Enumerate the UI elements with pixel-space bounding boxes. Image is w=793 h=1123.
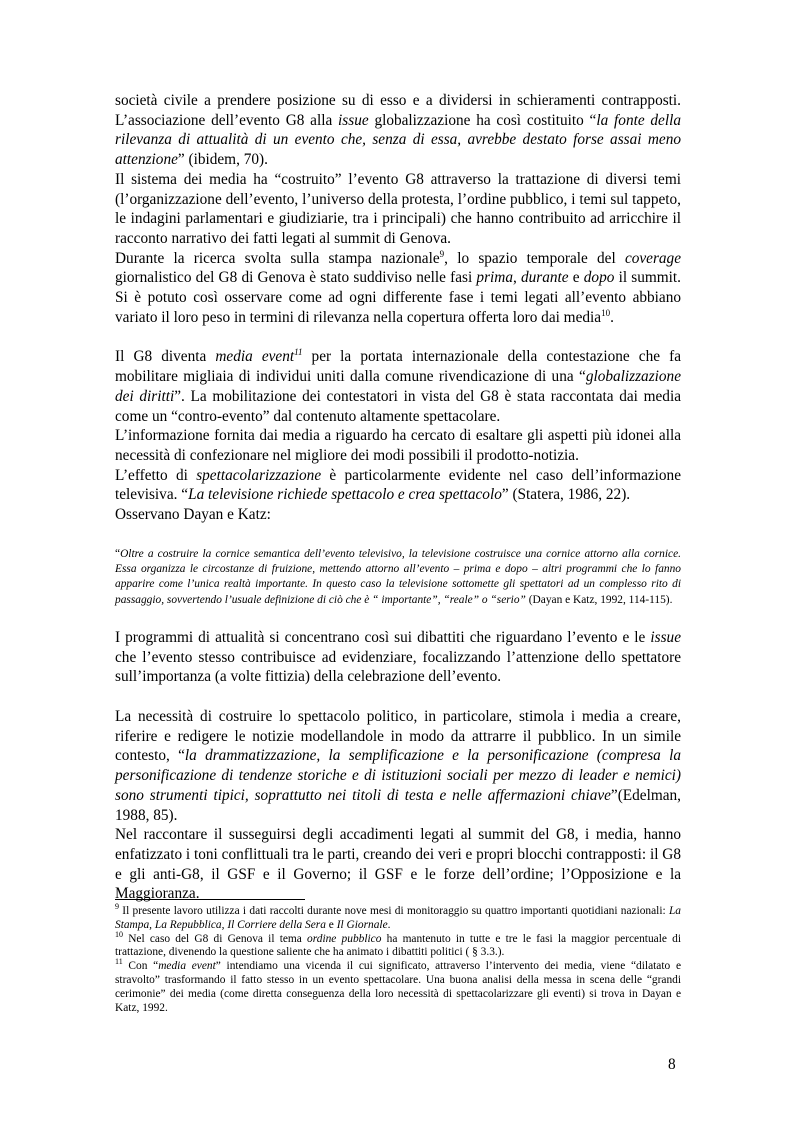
footnote-separator xyxy=(115,899,305,900)
italic-run: ordine pubblico xyxy=(307,932,382,945)
text-run: globalizzazione ha così costituito “ xyxy=(368,111,597,129)
paragraph: Osservano Dayan e Katz: xyxy=(115,506,271,524)
text-run: giornalistico del G8 di Genova è stato suddiviso nelle fasi xyxy=(115,269,477,287)
text-run: . xyxy=(610,308,614,326)
paragraph: Il sistema dei media ha “costruito” l’evento G8 attraverso la trattazione di diversi temi (l’organizzazione dell’evento, l’universo della protesta, l’ordine pubblico, i temi sul tappeto, le indagini parlamentari e giudiziarie, tra i principali) che hanno contribuito ad arricchire il racconto narrativo dei fatti legati al summit di Genova. xyxy=(115,170,681,247)
italic-run: globalizzazione dei diritti xyxy=(115,368,681,405)
footnote-number: 10 xyxy=(115,929,123,939)
quote-citation: (Dayan e Katz, 1992, 114-115). xyxy=(525,593,673,606)
footnotes xyxy=(115,902,681,1015)
text-run: Con “ xyxy=(122,960,159,973)
paragraph xyxy=(115,91,681,170)
text-run: I programmi di attualità si concentrano così sui dibattiti che riguardano l’evento e le xyxy=(115,628,651,646)
italic-run: coverage xyxy=(624,249,681,267)
italic-run: dopo xyxy=(583,269,615,287)
paragraph: Nel raccontare il susseguirsi degli accadimenti legati al summit del G8, i media, hanno enfatizzato i toni conflittuali tra le parti, creando dei veri e propri blocchi contrapposti: il G8 e gli anti-G8, il GSF e il Governo; il GSF e le forze dell’ordine; l’Opposizione e la Maggioranza. xyxy=(115,826,681,903)
italic-run: prima xyxy=(476,269,513,287)
body-text xyxy=(115,91,681,904)
footnote-ref: 10 xyxy=(601,307,611,318)
footnote-number: 9 xyxy=(115,902,119,912)
italic-run: spettacolarizzazione xyxy=(196,466,322,484)
block-quote xyxy=(115,547,681,608)
italic-run: media event xyxy=(158,960,216,973)
text-run: e xyxy=(325,918,337,931)
italic-run: issue xyxy=(338,111,369,129)
text-run: che l’evento stesso contribuisce ad evidenziare, focalizzando l’attenzione dello spettatore sull’importanza (a volte fittizia) della celebrazione dell’evento. xyxy=(115,648,681,686)
paragraph-gap xyxy=(115,687,681,707)
text-run: Il presente lavoro utilizza i dati raccolti durante nove mesi di monitoraggio su quattro importanti quotidiani nazionali: xyxy=(119,905,669,917)
footnote-number: 11 xyxy=(115,957,123,967)
italic-run: la drammatizzazione, la semplificazione e la personificazione (compresa la personificazione di tendenze storiche e di istituzioni sociali per mezzo di leader e nemici) sono strumenti tipici, soprattutto nei titoli di testa e nelle affermazioni chiave xyxy=(115,747,681,804)
paragraph xyxy=(115,347,681,426)
text-run: ” (Statera, 1986, 22). xyxy=(501,486,631,504)
italic-run: La televisione richiede spettacolo e crea spettacolo xyxy=(188,486,502,504)
italic-run: la fonte della rilevanza di attualità di un evento che, senza di essa, avrebbe destato forse assai meno attenzione xyxy=(115,111,681,169)
footnote xyxy=(115,957,681,1015)
text-run: ”(Edelman, 1988, 85). xyxy=(115,786,681,824)
paragraph xyxy=(115,249,681,328)
text-run: L’effetto di xyxy=(115,466,197,484)
paragraph xyxy=(115,466,681,505)
quote-mark: “ xyxy=(115,547,121,560)
text-run: ha mantenuto in tutte e tre le fasi la maggior percentuale di trattazione, divenendo la questione saliente che ha animato i dibattiti politici ( § 3.3.). xyxy=(115,932,681,959)
quote-text: Oltre a costruire la cornice semantica dell’evento televisivo, la televisione costruisce una cornice attorno alla cornice. Essa organizza le circostanze di fruizione, mettendo attorno all’evento – prima e dopo – altri programmi che lo fanno apparire come l’unica realtà importante. In questo caso la televisione sottomette gli spettatori ad un complesso rito di passaggio, sovvertendo l’usuale definizione di ciò che è “ importante”, “reale” o “serio” xyxy=(115,547,681,606)
text-run: Nel caso del G8 di Genova il tema xyxy=(123,932,308,945)
italic-run: issue xyxy=(650,628,681,646)
footnote xyxy=(115,929,681,961)
text-run: , xyxy=(512,269,521,287)
italic-run: Il Giornale xyxy=(336,918,388,931)
text-run: il summit. Si è potuto così osservare come ad ogni differente fase i temi legati all’evento abbiano variato il loro peso in termini di rilevanza nella copertura offerta loro dai media xyxy=(115,269,681,326)
text-run: società civile a prendere posizione su di esso e a dividersi in schieramenti contrapposti. L’associazione dell’evento G8 alla xyxy=(115,92,681,129)
text-run: La necessità di costruire lo spettacolo politico, in particolare, stimola i media a creare, riferire e redigere le notizie modellandole in modo da attrarre il pubblico. In un simile contesto, “ xyxy=(115,708,681,765)
paragraph-gap xyxy=(115,327,681,347)
paragraph xyxy=(115,628,681,687)
text-run: Il G8 diventa xyxy=(115,348,216,366)
text-run: è particolarmente evidente nel caso dell’informazione televisiva. “ xyxy=(115,466,681,504)
text-run: ” intendiamo una vicenda il cui significato, attraverso l’intervento dei media, viene “dilatato e stravolto” trasformando il fatto stesso in un evento spettacolare. Una buona analisi della messa in scena delle “grandi cerimonie” dei media (come diretta conseguenza della loro necessità di spettacolarizzare gli eventi) si trova in Dayan e Katz, 1992. xyxy=(115,960,681,1014)
italic-run: 11 xyxy=(294,347,303,358)
text-run: ” (ibidem, 70). xyxy=(177,151,268,169)
footnote-ref: 9 xyxy=(439,248,445,259)
text-run: e xyxy=(568,269,584,287)
page-number: 8 xyxy=(668,1056,676,1073)
italic-run: media event xyxy=(215,348,295,366)
text-run: ”. La mobilitazione dei contestatori in vista del G8 è stata raccontata dai media come un “contro-evento” dal contenuto altamente spettacolare. xyxy=(115,387,681,425)
text-run: Durante la ricerca svolta sulla stampa nazionale xyxy=(115,249,440,267)
paragraph: L’informazione fornita dai media a riguardo ha cercato di esaltare gli aspetti più idonei alla necessità di confezionare nel migliore dei modi possibili il prodotto-notizia. xyxy=(115,427,681,464)
footnote xyxy=(115,902,681,933)
italic-run: durante xyxy=(521,269,569,287)
paragraph xyxy=(115,707,681,825)
text-run: per la portata internazionale della contestazione che fa mobilitare migliaia di individui uniti dalla comune rivendicazione di una “ xyxy=(115,348,681,386)
text-run: , lo spazio temporale del xyxy=(444,249,625,267)
italic-run: La Stampa, La Repubblica, Il Corriere della Sera xyxy=(115,905,681,931)
text-run: . xyxy=(387,918,391,931)
